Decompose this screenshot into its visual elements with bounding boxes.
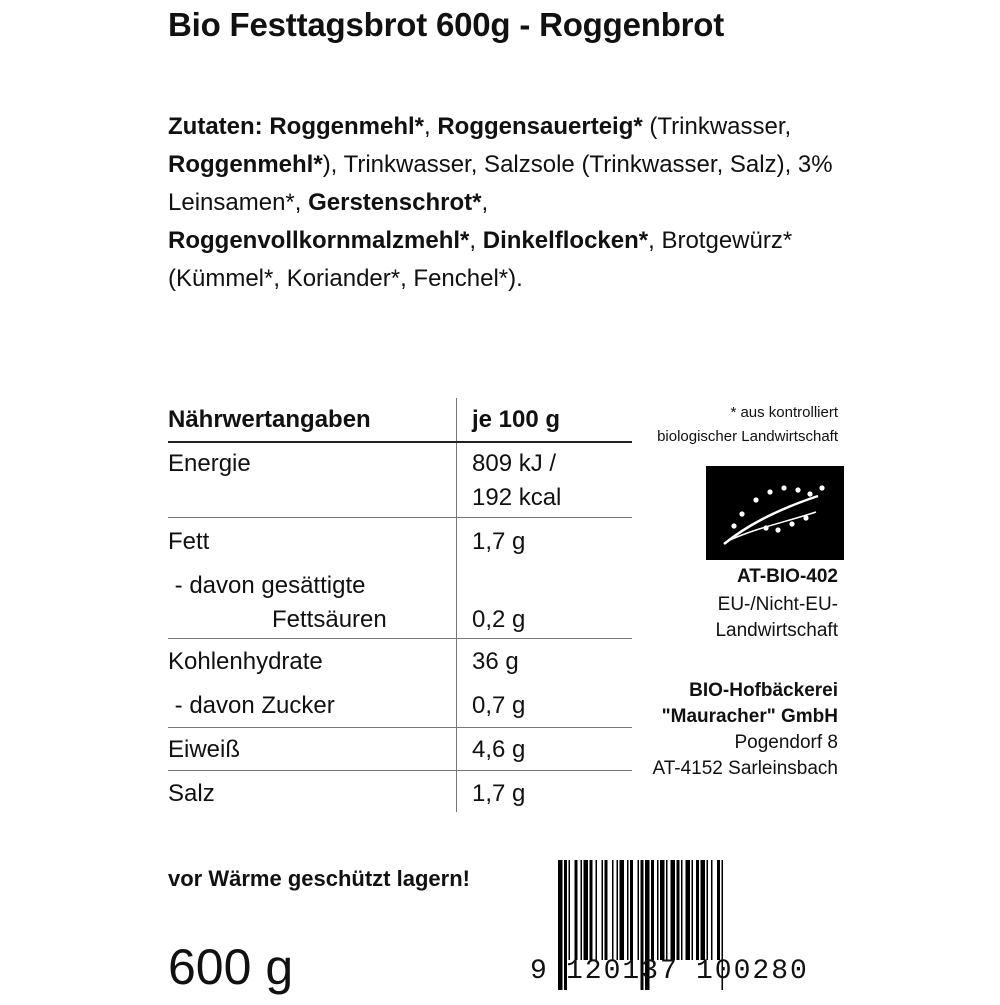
barcode-bar xyxy=(558,860,563,990)
barcode-bar xyxy=(671,860,676,960)
barcode-bar xyxy=(686,860,691,960)
barcode-bar xyxy=(717,860,720,960)
nutrition-row-label: - davon Zucker xyxy=(168,692,335,719)
ingredient-part: Zutaten: Roggenmehl* xyxy=(168,113,424,140)
barcode-bar xyxy=(627,860,629,960)
nutrition-row-label: Kohlenhydrate xyxy=(168,648,323,675)
barcode-bar xyxy=(575,860,578,960)
table-row-divider xyxy=(168,727,632,728)
storage-instruction: vor Wärme geschützt lagern! xyxy=(168,866,470,891)
ingredient-part: , xyxy=(481,189,489,216)
nutrition-row-label: - davon gesättigte xyxy=(168,572,366,599)
organic-note-line2: biologischer Landwirtschaft xyxy=(657,428,838,445)
nutrition-row-value: 0,7 g xyxy=(472,692,526,719)
barcode-bar xyxy=(638,860,640,960)
barcode-bar xyxy=(620,860,625,960)
ingredient-part: , xyxy=(424,113,438,140)
ean13-barcode xyxy=(530,860,830,1000)
barcode-bar xyxy=(696,860,699,960)
ingredient-part: Roggenmehl* xyxy=(168,151,323,178)
barcode-bar xyxy=(660,860,665,960)
producer-name-line2: "Mauracher" GmbH xyxy=(661,706,838,727)
net-weight: 600 g xyxy=(168,939,294,995)
nutrition-row-label-cont: Fettsäuren xyxy=(272,606,387,633)
barcode-bar xyxy=(681,860,683,960)
ingredient-part: ), Trinkwasser, Salzsole (Trinkwasser, Salz), 3% Leinsamen*, xyxy=(168,151,833,216)
barcode-bar xyxy=(602,860,604,960)
ingredient-part: Gerstenschrot* xyxy=(308,189,482,216)
barcode-digits-right: 100280 xyxy=(696,956,809,987)
barcode-bar xyxy=(569,860,571,960)
barcode-digit-first: 9 xyxy=(530,956,547,987)
barcode-bar xyxy=(692,860,694,960)
producer-address-line2: AT-4152 Sarleinsbach xyxy=(652,758,838,779)
nutrition-row-value: 4,6 g xyxy=(472,736,526,763)
certification-origin-line2: Landwirtschaft xyxy=(715,620,838,641)
ingredient-part: Roggensauerteig* xyxy=(437,113,643,140)
barcode-bar xyxy=(612,860,614,960)
ingredients-text xyxy=(168,108,868,298)
producer-name-line1: BIO-Hofbäckerei xyxy=(689,680,838,701)
table-row-divider xyxy=(168,517,632,518)
ingredient-part: (Trinkwasser, xyxy=(642,113,792,140)
barcode-bar xyxy=(666,860,668,960)
barcode-bar xyxy=(677,860,680,960)
ingredient-part: , Brotgewürz* (Kümmel*, Koriander*, Fenchel*). xyxy=(168,227,793,292)
nutrition-row-value: 36 g xyxy=(472,648,519,675)
barcode-bar xyxy=(581,860,583,960)
barcode-bar xyxy=(630,860,633,960)
nutrition-row-label: Fett xyxy=(168,528,210,555)
barcode-digits-left: 120137 xyxy=(566,956,679,987)
nutrition-header-value: je 100 g xyxy=(472,406,561,433)
product-title: Bio Festtagsbrot 600g - Roggenbrot xyxy=(168,6,725,43)
nutrition-row-value: 0,2 g xyxy=(472,606,526,633)
nutrition-row-value: 192 kcal xyxy=(472,484,562,511)
barcode-bar xyxy=(605,860,608,960)
nutrition-row-label: Salz xyxy=(168,780,215,807)
certification-origin-line1: EU-/Nicht-EU- xyxy=(717,594,838,615)
table-column-divider xyxy=(456,398,457,812)
barcode-bar xyxy=(584,860,589,960)
organic-note-line1: * aus kontrolliert xyxy=(730,404,838,421)
barcode-bar xyxy=(651,860,654,960)
table-row-divider xyxy=(168,770,632,771)
barcode-bar xyxy=(617,860,619,960)
nutrition-row-value: 1,7 g xyxy=(472,780,526,807)
barcode-bar xyxy=(590,860,593,960)
barcode-bar xyxy=(596,860,598,960)
eu-organic-leaf-icon xyxy=(706,466,844,560)
barcode-bar xyxy=(711,860,713,960)
nutrition-row-value: 1,7 g xyxy=(472,528,526,555)
barcode-bar xyxy=(707,860,709,960)
barcode-bar xyxy=(701,860,706,960)
ingredient-part: Roggenvollkornmalzmehl* xyxy=(168,227,470,254)
ingredient-part: Dinkelflocken* xyxy=(482,227,649,254)
nutrition-header-label: Nährwertangaben xyxy=(168,406,371,433)
producer-address-line1: Pogendorf 8 xyxy=(734,732,838,753)
barcode-bar xyxy=(657,860,659,960)
table-row-divider xyxy=(168,638,632,639)
table-header-divider xyxy=(168,441,632,443)
certification-code: AT-BIO-402 xyxy=(736,566,838,587)
ingredient-part: , xyxy=(469,227,483,254)
nutrition-row-label: Eiweiß xyxy=(168,736,241,763)
nutrition-row-value: 809 kJ / xyxy=(472,450,557,477)
nutrition-row-label: Energie xyxy=(168,450,251,477)
